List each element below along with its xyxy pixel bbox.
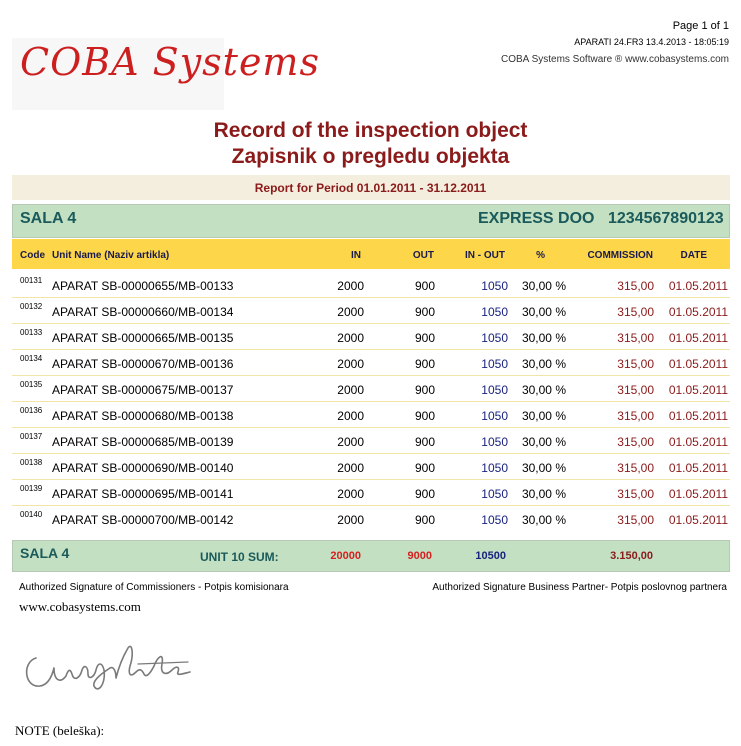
row-percent: 30,00 % [521,357,566,371]
table-row [12,479,730,506]
row-in: 2000 [337,357,364,371]
column-unit-name: Unit Name (Naziv artikla) [52,250,170,261]
row-percent: 30,00 % [521,409,566,423]
row-code: 00133 [20,328,43,337]
row-out: 900 [414,409,435,423]
row-date: 01.05.2011 [668,331,728,345]
row-date: 01.05.2011 [668,305,728,319]
table-row [12,427,730,454]
row-commission: 315,00 [617,331,654,345]
page-number: Page 1 of 1 [672,20,729,32]
row-commission: 315,00 [617,279,654,293]
row-in-out: 1050 [481,513,508,527]
row-in-out: 1050 [481,331,508,345]
row-in: 2000 [337,279,364,293]
report-period: Report for Period 01.01.2011 - 31.12.2011 [254,181,487,195]
row-commission: 315,00 [617,409,654,423]
row-out: 900 [414,383,435,397]
signature-label-partner: Authorized Signature Business Partner- Potpis poslovnog partnera [432,582,727,593]
row-unit-name: APARAT SB-00000695/MB-00141 [52,487,234,501]
row-date: 01.05.2011 [668,461,728,475]
row-out: 900 [414,435,435,449]
row-in: 2000 [337,409,364,423]
row-in-out: 1050 [481,487,508,501]
row-percent: 30,00 % [521,279,566,293]
row-in: 2000 [337,487,364,501]
row-in: 2000 [337,383,364,397]
row-date: 01.05.2011 [668,435,728,449]
row-code: 00131 [20,276,43,285]
row-date: 01.05.2011 [668,383,728,397]
row-out: 900 [414,461,435,475]
row-unit-name: APARAT SB-00000675/MB-00137 [52,383,234,397]
row-percent: 30,00 % [521,435,566,449]
report-title-local: Zapisnik o pregledu objekta [231,145,510,168]
row-unit-name: APARAT SB-00000670/MB-00136 [52,357,234,371]
row-commission: 315,00 [617,435,654,449]
row-in-out: 1050 [481,435,508,449]
row-unit-name: APARAT SB-00000660/MB-00134 [52,305,234,319]
table-row [12,505,730,531]
table-row [12,297,730,324]
column-in-out: IN - OUT [465,250,505,261]
row-out: 900 [414,331,435,345]
row-date: 01.05.2011 [668,357,728,371]
row-commission: 315,00 [617,383,654,397]
summary-commission: 3.150,00 [610,550,653,562]
row-commission: 315,00 [617,305,654,319]
summary-in: 20000 [330,550,361,562]
row-commission: 315,00 [617,461,654,475]
table-row [12,375,730,402]
row-percent: 30,00 % [521,331,566,345]
row-commission: 315,00 [617,357,654,371]
row-code: 00139 [20,484,43,493]
row-in-out: 1050 [481,383,508,397]
row-in: 2000 [337,305,364,319]
row-percent: 30,00 % [521,305,566,319]
row-code: 00134 [20,354,43,363]
row-in: 2000 [337,513,364,527]
column-in: IN [351,250,361,261]
group-name: SALA 4 [20,210,77,227]
company-logo: COBA Systems [20,40,320,84]
row-out: 900 [414,305,435,319]
software-credit: COBA Systems Software ® www.cobasystems.com [501,54,729,65]
column-date: DATE [680,250,707,261]
row-in-out: 1050 [481,461,508,475]
row-in-out: 1050 [481,305,508,319]
row-unit-name: APARAT SB-00000685/MB-00139 [52,435,234,449]
row-in-out: 1050 [481,279,508,293]
website-text: www.cobasystems.com [19,599,141,614]
table-row [12,271,730,298]
summary-in-out: 10500 [475,550,506,562]
row-in: 2000 [337,461,364,475]
row-commission: 315,00 [617,487,654,501]
column-commission: COMMISSION [587,250,653,261]
row-in-out: 1050 [481,357,508,371]
row-in-out: 1050 [481,409,508,423]
column-out: OUT [412,250,434,261]
row-in: 2000 [337,331,364,345]
report-title-en: Record of the inspection object [213,119,528,142]
row-percent: 30,00 % [521,513,566,527]
note-label: NOTE (beleška): [15,723,105,738]
summary-label: UNIT 10 SUM: [200,550,279,564]
report-id: APARATI 24.FR3 13.4.2013 - 18:05:19 [574,37,729,47]
row-code: 00136 [20,406,43,415]
row-percent: 30,00 % [521,461,566,475]
row-percent: 30,00 % [521,383,566,397]
row-out: 900 [414,357,435,371]
row-date: 01.05.2011 [668,279,728,293]
summary-group-name: SALA 4 [20,545,70,561]
row-percent: 30,00 % [521,487,566,501]
row-date: 01.05.2011 [668,513,728,527]
row-unit-name: APARAT SB-00000690/MB-00140 [52,461,234,475]
row-code: 00137 [20,432,43,441]
summary-out: 9000 [407,550,432,562]
table-row [12,453,730,480]
row-out: 900 [414,487,435,501]
row-unit-name: APARAT SB-00000680/MB-00138 [52,409,234,423]
row-code: 00132 [20,302,43,311]
row-commission: 315,00 [617,513,654,527]
row-unit-name: APARAT SB-00000700/MB-00142 [52,513,234,527]
handwritten-signature [18,628,203,698]
row-code: 00140 [20,510,43,519]
partner-name: EXPRESS DOO [478,210,595,227]
table-row [12,323,730,350]
signature-label-commissioners: Authorized Signature of Commissioners - Potpis komisionara [19,582,289,593]
row-date: 01.05.2011 [668,409,728,423]
table-row [12,401,730,428]
table-row [12,349,730,376]
row-out: 900 [414,513,435,527]
row-unit-name: APARAT SB-00000665/MB-00135 [52,331,234,345]
partner-id: 1234567890123 [608,210,724,227]
row-out: 900 [414,279,435,293]
row-code: 00135 [20,380,43,389]
row-code: 00138 [20,458,43,467]
row-in: 2000 [337,435,364,449]
row-unit-name: APARAT SB-00000655/MB-00133 [52,279,234,293]
row-date: 01.05.2011 [668,487,728,501]
column-percent: % [536,250,545,261]
column-code: Code [20,250,45,261]
